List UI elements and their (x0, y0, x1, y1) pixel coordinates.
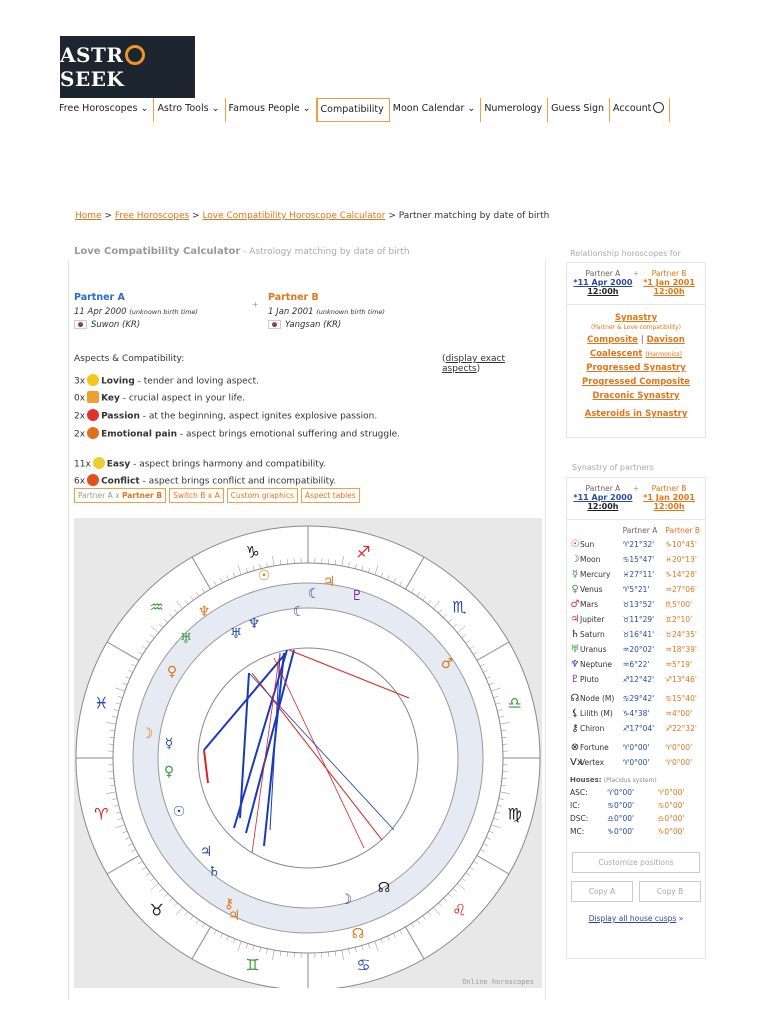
row-name: DSC: (570, 814, 589, 823)
chevron-right-icon: » (676, 914, 684, 923)
heart-arrow-icon (87, 409, 99, 421)
tab-label: Partner A x (78, 491, 122, 500)
chart-tabs (74, 488, 363, 503)
aspect-circle (198, 648, 418, 868)
fortune-icon: ⊗ (570, 742, 580, 753)
all-cusps-line (567, 914, 705, 923)
row-label (567, 627, 620, 642)
account-icon (653, 102, 664, 113)
mars-b-icon: ♂ (440, 656, 454, 672)
value-a: ♋15°47' (622, 555, 655, 564)
plus-sign: + (252, 300, 259, 309)
row-label (567, 786, 604, 799)
value-b: ♋0°00' (657, 801, 685, 810)
houses-heading (567, 770, 705, 786)
lilith-m-icon: ⚸ (571, 708, 579, 719)
houses-table (567, 786, 705, 838)
paren: ( (442, 354, 446, 364)
tab-aspect-tables[interactable]: Aspect tables (301, 488, 360, 503)
sun-b-icon: ☉ (257, 568, 271, 584)
aspect-easy (74, 458, 326, 470)
partner-b-note: (unknown birth time) (316, 308, 385, 316)
partner-a-date: 11 Apr 2000 (74, 307, 127, 317)
aquarius-sign-icon: ♒ (149, 597, 164, 617)
table-row (567, 786, 705, 799)
moon-b-icon: ☾ (307, 586, 321, 602)
pb-time[interactable]: 12:00h (653, 287, 685, 296)
row-name: Neptune (580, 660, 613, 669)
node-icon: ☊ (377, 880, 391, 896)
angry-emoji-icon (87, 474, 99, 486)
davison-link[interactable]: Davison (646, 335, 685, 345)
sagittarius-sign-icon: ♐ (356, 542, 371, 562)
aspect-passion (74, 410, 377, 422)
row-name: Pluto (580, 675, 599, 684)
table-row (567, 597, 705, 612)
synastry-partners-box (566, 477, 706, 959)
partner-a-note: (unknown birth time) (129, 308, 198, 316)
row-name: Moon (580, 555, 601, 564)
uranus-icon: ♅ (570, 644, 580, 655)
tab-a-x-b[interactable] (74, 488, 166, 503)
value-b: ♑0°00' (657, 827, 685, 836)
aspect-count: 2x (74, 429, 86, 440)
calculator-panel (68, 240, 546, 1000)
logo-text-left: ASTR (60, 43, 124, 67)
breadcrumb-current: > Partner matching by date of birth (385, 211, 550, 221)
pa-label: Partner A (585, 484, 621, 493)
houses-title: Houses: (570, 776, 602, 784)
value-b: ♋15°40' (665, 694, 697, 703)
row-label (567, 657, 620, 672)
value-a: ♐17°04' (622, 724, 655, 733)
moon-icon: ☽ (570, 554, 580, 565)
relationship-title: Relationship horoscopes for (570, 249, 681, 258)
row-name: Lilith (M) (580, 709, 613, 718)
korea-flag-icon (74, 320, 87, 329)
cancer-sign-icon: ♋ (356, 955, 371, 975)
row-name: Vertex (580, 758, 605, 767)
pisces-sign-icon: ♓ (94, 693, 109, 713)
taurus-sign-icon: ♉ (149, 900, 164, 920)
nav-compatibility[interactable]: Compatibility (317, 98, 390, 122)
neptune-a-icon: ♆ (247, 616, 261, 632)
aspect-label: Key (101, 393, 120, 404)
value-a: ♓27°11' (622, 570, 655, 579)
node-b-icon: ☊ (351, 926, 365, 942)
value-a: ♈0°00' (622, 758, 650, 767)
partner-b-info (268, 292, 385, 330)
plus-sign: + (632, 269, 640, 278)
venus-b-icon: ♀ (166, 664, 178, 680)
page-title (74, 246, 410, 257)
saturn-a-icon: ♄ (207, 864, 221, 880)
table-row (567, 642, 705, 657)
table-row (567, 825, 705, 838)
table-header-row (567, 520, 705, 537)
row-label (567, 825, 604, 838)
pa-date-line[interactable] (573, 493, 633, 502)
breadcrumb (75, 211, 549, 221)
main-nav (56, 98, 670, 122)
scorpio-sign-icon: ♏ (452, 597, 467, 617)
pb-label: Partner B (651, 269, 687, 278)
moon-a-icon: ☽ (339, 892, 353, 908)
row-name: Node (M) (580, 694, 615, 703)
uranus-b-icon: ♅ (179, 631, 193, 647)
korea-flag-icon (268, 320, 281, 329)
progressed-composite-link[interactable]: Progressed Composite (582, 377, 690, 387)
pa-label: Partner A (585, 269, 621, 278)
mercury-a-icon: ☿ (164, 736, 174, 752)
star: * (643, 493, 648, 502)
aspects-heading: Aspects & Compatibility: (74, 354, 185, 364)
tab-label-bold: Partner B (121, 491, 163, 500)
copy-buttons (567, 877, 705, 906)
nav-account-label: Account (613, 103, 652, 114)
planet-positions-table (567, 520, 705, 770)
pa-date: 11 Apr 2000 (577, 278, 633, 287)
table-row (567, 799, 705, 812)
aspect-desc: - aspect brings emotional suffering and struggle. (177, 429, 400, 440)
table-row (567, 612, 705, 627)
display-exact-aspects-link[interactable]: display exact aspects (442, 354, 506, 374)
value-b: ♒27°06' (665, 585, 697, 594)
nav-free-horoscopes[interactable]: Free Horoscopes ⌄ (56, 98, 154, 122)
pluto-icon: ♇ (350, 588, 364, 604)
value-a: ♈5°21' (622, 585, 650, 594)
logo-ring-icon (125, 45, 145, 65)
partner-b-date: 1 Jan 2001 (268, 307, 314, 317)
row-label (567, 691, 620, 706)
table-row (567, 706, 705, 721)
table-row (567, 740, 705, 755)
vertex-icon: Vx (570, 757, 583, 768)
breadcrumb-love-calculator[interactable]: Love Compatibility Horoscope Calculator (202, 211, 386, 221)
table-row (567, 812, 705, 825)
aspect-count: 11x (74, 459, 91, 470)
row-label (567, 537, 620, 552)
pb-time[interactable]: 12:00h (653, 502, 685, 511)
smile-emoji-icon (93, 457, 105, 469)
aspect-desc: - aspect brings harmony and compatibility. (130, 459, 326, 470)
aspect-count: 2x (74, 411, 86, 422)
partner-summary (567, 478, 705, 511)
star: * (573, 278, 578, 287)
partner-a-summary (573, 269, 633, 296)
value-b: ♉24°35' (665, 630, 697, 639)
pb-date: 1 Jan 2001 (647, 278, 695, 287)
value-b: ♈0°00' (665, 758, 693, 767)
composite-link[interactable]: Composite (587, 335, 638, 345)
relationship-box (566, 262, 706, 438)
row-name: MC: (570, 827, 585, 836)
synastry-wheel (74, 518, 542, 988)
aspect-label: Passion (101, 411, 140, 422)
nav-moon-calendar[interactable]: Moon Calendar ⌄ (390, 98, 482, 122)
table-row (567, 672, 705, 687)
value-a: ♈21°32' (622, 540, 655, 549)
aspect-desc: - tender and loving aspect. (134, 376, 260, 387)
value-a: ♒20°02' (622, 645, 655, 654)
pa-time[interactable]: 12:00h (587, 502, 619, 511)
value-b: ♎0°00' (657, 814, 685, 823)
table-row (567, 582, 705, 597)
aspect-count: 3x (74, 376, 86, 387)
row-name: Saturn (580, 630, 605, 639)
nav-guess-sign[interactable]: Guess Sign (548, 98, 610, 122)
row-name: Sun (580, 540, 595, 549)
table-row (567, 721, 705, 736)
calc-subtitle: - Astrology matching by date of birth (240, 247, 410, 257)
value-b: ♐22°32' (665, 724, 697, 733)
draconic-synastry-link[interactable]: Draconic Synastry (592, 391, 680, 401)
row-label (567, 755, 620, 770)
row-label (567, 706, 620, 721)
pa-time[interactable]: 12:00h (587, 287, 619, 296)
value-b: ♒4°00' (665, 709, 693, 718)
venus-a-icon: ♀ (163, 764, 175, 780)
coalescent-note[interactable]: (Harmonics) (645, 351, 682, 358)
jupiter-b2-icon: ♃ (227, 908, 241, 924)
display-exact-wrapper (442, 354, 546, 374)
row-label (567, 799, 604, 812)
pa-date-line[interactable] (573, 278, 633, 287)
sun-a-icon: ☉ (172, 804, 186, 820)
tab-switch[interactable]: Switch B x A (169, 488, 224, 503)
jupiter-icon: ♃ (570, 614, 580, 625)
site-logo[interactable] (60, 36, 195, 98)
value-b: ♊2°10' (665, 615, 693, 624)
value-a: ♐12°42' (622, 675, 655, 684)
row-label (567, 721, 620, 736)
row-label (567, 642, 620, 657)
nav-famous-people[interactable]: Famous People ⌄ (226, 98, 317, 122)
aspect-emotional-pain (74, 428, 400, 440)
partner-a-place: Suwon (KR) (91, 320, 141, 330)
libra-sign-icon: ♎ (507, 693, 522, 713)
value-b: ♈0°00' (657, 788, 685, 797)
partner-a-place-line (74, 320, 198, 330)
moon-b2-icon: ☽ (140, 726, 154, 742)
row-name: Chiron (580, 724, 605, 733)
partner-a-date-line (74, 307, 198, 317)
neptune-b-icon: ♆ (197, 604, 211, 620)
tab-custom-graphics[interactable]: Custom graphics (227, 488, 298, 503)
paren: ) (476, 364, 481, 374)
aspect-label: Emotional pain (101, 429, 178, 440)
value-a: ♎0°00' (607, 814, 635, 823)
row-name: IC: (570, 801, 580, 810)
pluto-icon: ♇ (570, 674, 580, 685)
breadcrumb-sep: > (189, 211, 203, 221)
row-label (567, 552, 620, 567)
partner-a-info (74, 292, 198, 330)
partner-b-date-line (268, 307, 385, 317)
aspect-desc: - aspect brings conflict and incompatibility. (139, 476, 337, 487)
row-label (567, 597, 620, 612)
col-header-a: Partner A (622, 526, 658, 535)
value-b: ♑14°28' (665, 570, 697, 579)
value-b: ♏5°00' (665, 600, 693, 609)
synastry-chart (74, 518, 542, 988)
partner-b-summary (639, 484, 699, 511)
value-a: ♉13°52' (622, 600, 655, 609)
logo-text-right: SEEK (60, 67, 125, 91)
value-a: ♈0°00' (607, 788, 635, 797)
plus-sign: + (632, 484, 640, 493)
mercury-icon: ☿ (571, 569, 579, 580)
neptune-icon: ♆ (570, 659, 580, 670)
uranus-a-icon: ♅ (229, 626, 243, 642)
link-separator: | (637, 335, 647, 345)
aspect-key (74, 392, 245, 404)
table-row (567, 552, 705, 567)
row-name: Jupiter (580, 615, 605, 624)
table-row (567, 691, 705, 706)
row-name: Venus (580, 585, 603, 594)
jupiter-b-icon: ♃ (322, 574, 336, 590)
partner-b-name: Partner B (268, 292, 319, 303)
value-b: ♒18°39' (665, 645, 697, 654)
moon-a2-icon: ☾ (292, 604, 306, 620)
aspect-loving (74, 375, 259, 387)
partner-b-place: Yangsan (KR) (285, 320, 342, 330)
table-row (567, 537, 705, 552)
value-b: ♓20°13' (665, 555, 697, 564)
aspect-label: Loving (101, 376, 135, 387)
partner-a-summary (573, 484, 633, 511)
row-label (567, 582, 620, 597)
value-a: ♈0°00' (622, 743, 650, 752)
chiron-b-icon: ⚷ (223, 896, 235, 912)
capricorn-sign-icon: ♑ (245, 542, 260, 562)
table-row (567, 627, 705, 642)
loving-emoji-icon (87, 374, 99, 386)
houses-system: (Placidus system) (603, 777, 657, 784)
chart-watermark: Online horoscopes (462, 978, 534, 986)
pb-label: Partner B (651, 484, 687, 493)
row-name: Mars (580, 600, 599, 609)
pa-date: 11 Apr 2000 (577, 493, 633, 502)
value-b: ♑10°45' (665, 540, 697, 549)
row-name: ASC: (570, 788, 588, 797)
jupiter-a-icon: ♃ (199, 844, 213, 860)
partner-summary (567, 263, 705, 296)
aspect-desc: - crucial aspect in your life. (119, 393, 246, 404)
table-row (567, 567, 705, 582)
chiron-icon: ⚷ (571, 723, 579, 734)
partner-b-place-line (268, 320, 385, 330)
mars-icon: ♂ (570, 599, 580, 610)
breadcrumb-home[interactable]: Home (75, 211, 102, 221)
coalescent-line (567, 349, 705, 359)
saturn-icon: ♄ (570, 629, 580, 640)
row-label (567, 812, 604, 825)
pain-emoji-icon (87, 427, 99, 439)
value-b: ♐13°46' (665, 675, 697, 684)
aspect-conflict (74, 475, 336, 487)
breadcrumb-sep: > (101, 211, 115, 221)
value-a: ♑4°38' (622, 709, 650, 718)
row-name: Mercury (580, 570, 611, 579)
row-label (567, 740, 620, 755)
aspect-label: Easy (106, 459, 131, 470)
nav-astro-tools[interactable]: Astro Tools ⌄ (154, 98, 225, 122)
col-header-b: Partner B (665, 526, 701, 535)
copy-b-button[interactable]: Copy B (639, 881, 701, 902)
copy-a-button[interactable]: Copy A (571, 881, 633, 902)
aries-sign-icon: ♈ (94, 804, 109, 824)
value-b: ♒5°19' (665, 660, 693, 669)
pb-date: 1 Jan 2001 (647, 493, 695, 502)
value-a: ♒6°22' (622, 660, 650, 669)
key-icon (87, 391, 99, 403)
asteroids-synastry-link[interactable]: Asteroids in Synastry (584, 409, 688, 419)
breadcrumb-free-horoscopes[interactable]: Free Horoscopes (114, 211, 190, 221)
leo-sign-icon: ♌ (452, 900, 467, 920)
table-row (567, 657, 705, 672)
progressed-synastry-link[interactable]: Progressed Synastry (586, 363, 686, 373)
pb-date-line[interactable] (639, 278, 699, 287)
aspect-desc: - at the beginning, aspect ignites explosive passion. (139, 411, 378, 422)
nav-numerology[interactable]: Numerology (481, 98, 548, 122)
virgo-sign-icon: ♍ (507, 804, 522, 824)
value-b: ♈0°00' (665, 743, 693, 752)
node-m-icon: ☊ (570, 693, 580, 704)
venus-icon: ♀ (571, 584, 579, 595)
customize-positions-button[interactable]: Customize positions (572, 852, 700, 873)
synastry-note: (Partner & Love compatibility) (590, 324, 682, 331)
aspect-count: 0x (74, 393, 86, 404)
sun-icon: ☉ (570, 539, 580, 550)
synastry-link[interactable]: Synastry (614, 313, 658, 323)
star: * (573, 493, 578, 502)
row-label (567, 567, 620, 582)
partner-b-summary (639, 269, 699, 296)
star: * (643, 278, 648, 287)
table-row (567, 755, 705, 770)
coalescent-link[interactable]: Coalescent (589, 349, 643, 359)
row-name: Fortune (580, 743, 609, 752)
row-label (567, 672, 620, 687)
relationship-links (567, 304, 705, 427)
partner-a-name: Partner A (74, 292, 125, 303)
calc-title-text: Love Compatibility Calculator (74, 246, 241, 257)
aspect-count: 6x (74, 476, 86, 487)
value-a: ♑0°00' (607, 827, 635, 836)
nav-account[interactable] (610, 98, 670, 122)
gemini-sign-icon: ♊ (245, 955, 260, 975)
aspect-label: Conflict (101, 476, 140, 487)
pb-date-line[interactable] (639, 493, 699, 502)
row-name: Uranus (580, 645, 607, 654)
value-a: ♋0°00' (607, 801, 635, 810)
row-label (567, 612, 620, 627)
all-house-cusps-link[interactable]: Display all house cusps (588, 914, 677, 923)
synastry-partners-title: Synastry of partners (572, 463, 654, 472)
value-a: ♉16°41' (622, 630, 655, 639)
value-a: ♋29°42' (622, 694, 655, 703)
value-a: ♉11°29' (622, 615, 655, 624)
